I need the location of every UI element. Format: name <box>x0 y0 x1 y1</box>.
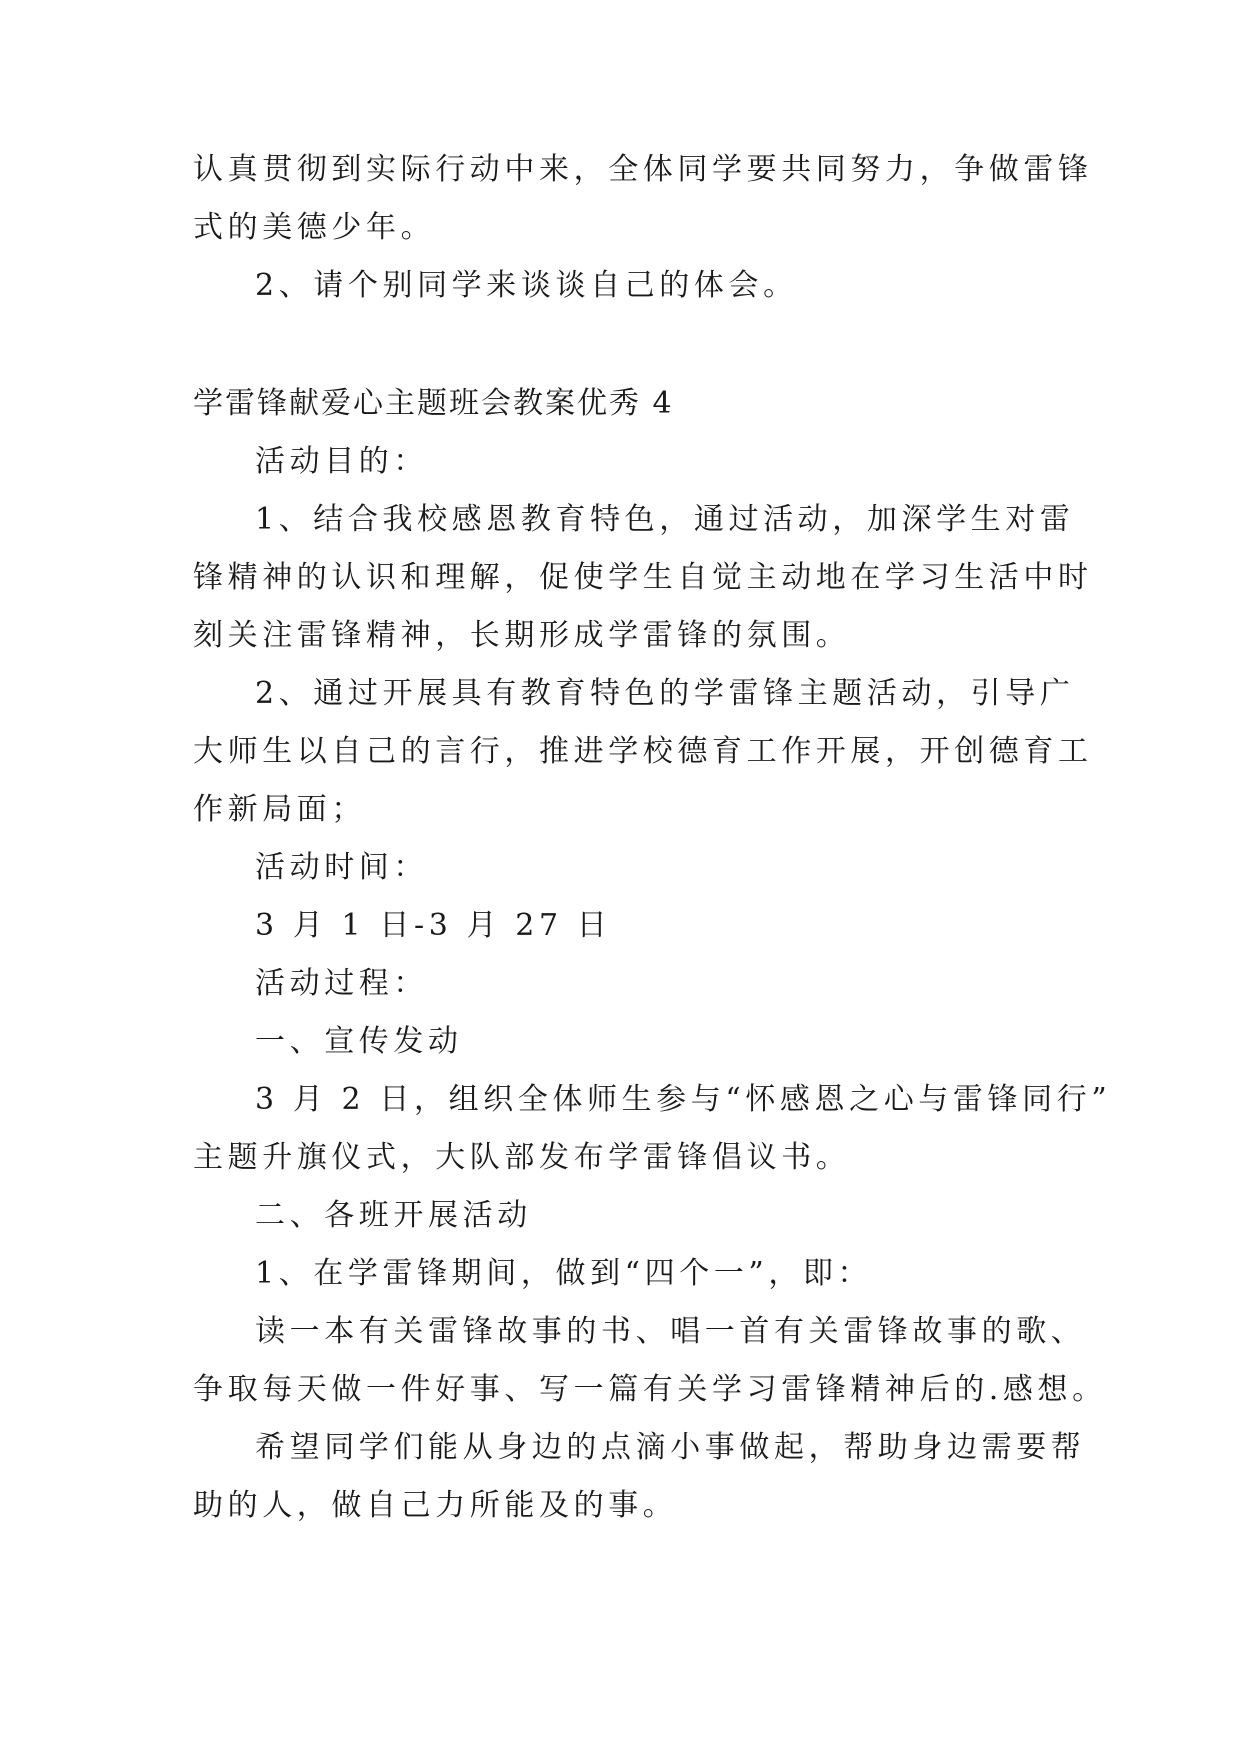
paragraph-line: 3 月 1 日-3 月 27 日 <box>255 908 612 943</box>
paragraph-line: 二、各班开展活动 <box>255 1198 532 1233</box>
paragraph-line: 2、通过开展具有教育特色的学雷锋主题活动，引导广 <box>255 676 1075 711</box>
paragraph-line: 2、请个别同学来谈谈自己的体会。 <box>255 268 798 303</box>
paragraph-line: 活动过程： <box>255 966 428 1001</box>
paragraph-line: 认真贯彻到实际行动中来，全体同学要共同努力，争做雷锋 <box>193 152 1093 187</box>
paragraph-line: 争取每天做一件好事、写一篇有关学习雷锋精神后的.感想。 <box>193 1372 1107 1407</box>
paragraph-line: 1、在学雷锋期间，做到“四个一”，即： <box>255 1256 873 1291</box>
paragraph-line: 希望同学们能从身边的点滴小事做起，帮助身边需要帮 <box>255 1430 1086 1465</box>
paragraph-line: 作新局面； <box>193 792 366 827</box>
paragraph-line: 刻关注雷锋精神，长期形成学雷锋的氛围。 <box>193 618 851 653</box>
section-heading: 学雷锋献爱心主题班会教案优秀 4 <box>193 386 674 421</box>
paragraph-line: 助的人，做自己力所能及的事。 <box>193 1488 678 1523</box>
paragraph-line: 活动时间： <box>255 850 428 885</box>
paragraph-line: 式的美德少年。 <box>193 210 436 245</box>
paragraph-line: 锋精神的认识和理解，促使学生自觉主动地在学习生活中时 <box>193 560 1093 595</box>
paragraph-line: 一、宣传发动 <box>255 1024 463 1059</box>
paragraph-line: 大师生以自己的言行，推进学校德育工作开展，开创德育工 <box>193 734 1093 769</box>
paragraph-line: 活动目的： <box>255 444 428 479</box>
paragraph-line: 读一本有关雷锋故事的书、唱一首有关雷锋故事的歌、 <box>255 1314 1086 1349</box>
paragraph-line: 主题升旗仪式，大队部发布学雷锋倡议书。 <box>193 1140 851 1175</box>
paragraph-line: 1、结合我校感恩教育特色，通过活动，加深学生对雷 <box>255 502 1075 537</box>
paragraph-line: 3 月 2 日，组织全体师生参与“怀感恩之心与雷锋同行” <box>255 1082 1112 1117</box>
